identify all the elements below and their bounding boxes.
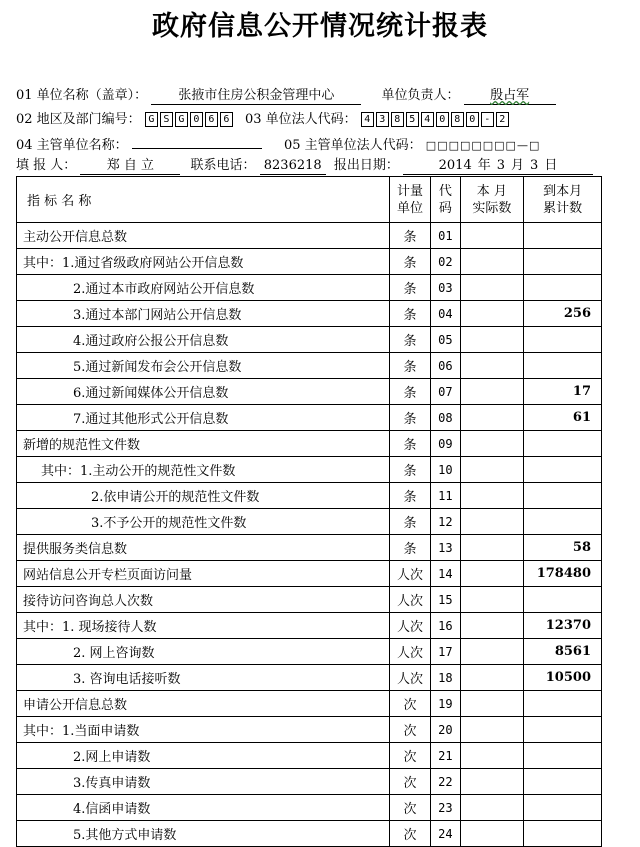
code-box: 2 [496,112,509,127]
table-row [17,691,602,717]
person-value [464,88,556,105]
row-month-value [460,613,524,639]
row-cumulative-value [524,821,602,847]
row-code: 14 [431,561,460,587]
table-row [17,769,602,795]
code-box: 8 [391,112,404,127]
header-cum-line1: 到本月 [543,183,583,199]
row-cumulative-value: 10500 [524,665,602,691]
row-unit: 次 [389,769,430,795]
row-code: 21 [431,743,460,769]
legal-code-boxes [361,112,511,127]
code-box: - [481,112,494,127]
row-name: 7.通过其他形式公开信息数 [17,405,390,431]
region-code-boxes [145,112,235,127]
header-unit-line1: 计量 [397,183,424,199]
table-row [17,639,602,665]
date-value [403,158,593,175]
date-month: 3 [496,158,506,173]
row-code: 24 [431,821,460,847]
row-month-value [460,665,524,691]
row-name: 4.通过政府公报公开信息数 [17,327,390,353]
row-month-value [460,327,524,353]
row-cumulative-value: 17 [524,379,602,405]
row-cumulative-value [524,587,602,613]
row-unit: 条 [389,353,430,379]
row-month-value [460,639,524,665]
row-unit: 条 [389,379,430,405]
row-unit: 条 [389,535,430,561]
row-cumulative-value [524,717,602,743]
row-name: 3.不予公开的规范性文件数 [17,509,390,535]
supervisor-value [132,132,262,149]
row-code: 10 [431,457,460,483]
row-cumulative-value [524,431,602,457]
row-unit: 次 [389,821,430,847]
code-box: 4 [421,112,434,127]
code-box: 0 [190,112,203,127]
page-title: 政府信息公开情况统计报表 [152,11,488,42]
row-month-value [460,379,524,405]
header-name: 指 标 名 称 [17,177,390,223]
code-box: 6 [220,112,233,127]
table-row [17,327,602,353]
code-box: 5 [406,112,419,127]
code-box: 3 [376,112,389,127]
row-code: 16 [431,613,460,639]
row-cumulative-value: 178480 [524,561,602,587]
supervisor-label: 04 主管单位名称： [16,138,128,153]
code-box: 0 [436,112,449,127]
header-month [460,177,524,223]
row-month-value [460,691,524,717]
row-code: 13 [431,535,460,561]
statistics-table [16,176,602,847]
row-cumulative-value [524,223,602,249]
row-name: 接待访问咨询总人次数 [17,587,390,613]
row-month-value [460,353,524,379]
table-row [17,587,602,613]
row-name: 2.网上申请数 [17,743,390,769]
table-row [17,665,602,691]
person-name: 殷占军 [490,88,530,103]
row-name: 5.其他方式申请数 [17,821,390,847]
table-row [17,561,602,587]
row-cumulative-value: 58 [524,535,602,561]
row-unit: 次 [389,717,430,743]
row-unit: 条 [389,249,430,275]
supervisor-code-value: □□□□□□□□—□ [425,139,541,152]
row-month-value [460,561,524,587]
code-box: S [160,112,173,127]
row-name: 3.传真申请数 [17,769,390,795]
row-cumulative-value [524,743,602,769]
phone-label: 联系电话： [190,158,256,173]
row-cumulative-value [524,249,602,275]
header-cumulative [524,177,602,223]
row-name: 2. 网上咨询数 [17,639,390,665]
row-name: 其中：1.通过省级政府网站公开信息数 [17,249,390,275]
row-cumulative-value: 256 [524,301,602,327]
table-row [17,483,602,509]
row-name: 6.通过新闻媒体公开信息数 [17,379,390,405]
row-cumulative-value: 12370 [524,613,602,639]
table-row [17,353,602,379]
table-row [17,821,602,847]
date-day: 3 [530,158,539,173]
row-month-value [460,431,524,457]
table-row [17,795,602,821]
person-label: 单位负责人： [381,88,460,103]
row-code: 03 [431,275,460,301]
row-unit: 人次 [389,561,430,587]
date-year: 2014 [438,158,472,173]
row-unit: 条 [389,327,430,353]
table-row [17,431,602,457]
row-month-value [460,223,524,249]
unit-name-label: 01 单位名称（盖章）： [16,88,148,103]
row-code: 08 [431,405,460,431]
row-name: 5.通过新闻发布会公开信息数 [17,353,390,379]
row-month-value [460,743,524,769]
row-name: 申请公开信息总数 [17,691,390,717]
row-cumulative-value [524,769,602,795]
table-row [17,613,602,639]
row-code: 15 [431,587,460,613]
code-box: 6 [205,112,218,127]
table-row [17,301,602,327]
row-unit: 人次 [389,613,430,639]
row-name: 新增的规范性文件数 [17,431,390,457]
row-month-value [460,587,524,613]
legal-code-label: 03 单位法人代码： [244,112,357,127]
row-cumulative-value: 61 [524,405,602,431]
row-name: 2.通过本市政府网站公开信息数 [17,275,390,301]
row-name: 2.依申请公开的规范性文件数 [17,483,390,509]
row-code: 23 [431,795,460,821]
row-month-value [460,535,524,561]
row-unit: 条 [389,301,430,327]
date-day-unit: 日 [544,158,558,173]
row-code: 12 [431,509,460,535]
row-month-value [460,795,524,821]
row-unit: 人次 [389,665,430,691]
row-code: 05 [431,327,460,353]
row-unit: 人次 [389,587,430,613]
row-code: 18 [431,665,460,691]
row-month-value [460,301,524,327]
code-box: 8 [451,112,464,127]
supervisor-code-label: 05 主管单位法人代码： [283,138,422,153]
row-cumulative-value [524,275,602,301]
date-month-unit: 月 [511,158,525,173]
table-row [17,509,602,535]
row-cumulative-value [524,457,602,483]
table-row [17,275,602,301]
row-code: 06 [431,353,460,379]
row-name: 其中：1.当面申请数 [17,717,390,743]
table-row [17,405,602,431]
date-year-unit: 年 [477,158,491,173]
header-unit [389,177,430,223]
unit-name-value: 张掖市住房公积金管理中心 [151,88,361,105]
table-row [17,457,602,483]
row-cumulative-value [524,509,602,535]
row-unit: 条 [389,483,430,509]
region-label: 02 地区及部门编号： [16,112,141,127]
row-code: 20 [431,717,460,743]
header-month-line1: 本 月 [476,183,507,199]
row-name: 其中：1. 现场接待人数 [17,613,390,639]
row-month-value [460,457,524,483]
row-month-value [460,275,524,301]
row-unit: 条 [389,431,430,457]
row-cumulative-value [524,483,602,509]
row-cumulative-value [524,327,602,353]
header-code [431,177,460,223]
table-header-row [17,177,602,223]
header-cum-line2: 累计数 [543,200,583,216]
row-unit: 次 [389,795,430,821]
filler-value: 郑 自 立 [80,158,180,175]
row-unit: 人次 [389,639,430,665]
code-box: 4 [361,112,374,127]
row-unit: 条 [389,405,430,431]
row-cumulative-value [524,691,602,717]
table-row [17,535,602,561]
row-code: 04 [431,301,460,327]
row-name: 网站信息公开专栏页面访问量 [17,561,390,587]
row-month-value [460,769,524,795]
row-month-value [460,483,524,509]
row-code: 09 [431,431,460,457]
row-unit: 次 [389,743,430,769]
row-month-value [460,509,524,535]
row-name: 4.信函申请数 [17,795,390,821]
table-row [17,743,602,769]
supervisor-row [16,132,540,153]
row-name: 主动公开信息总数 [17,223,390,249]
header-code-line2: 码 [438,200,452,216]
row-unit: 条 [389,223,430,249]
header-month-line2: 实际数 [472,200,512,216]
row-name: 提供服务类信息数 [17,535,390,561]
row-month-value [460,717,524,743]
row-code: 02 [431,249,460,275]
row-unit: 条 [389,509,430,535]
header-code-line1: 代 [438,183,452,199]
code-box: G [145,112,158,127]
filler-row [16,154,593,175]
row-unit: 次 [389,691,430,717]
table-row [17,223,602,249]
date-label: 报出日期： [333,158,399,173]
row-code: 07 [431,379,460,405]
row-cumulative-value [524,795,602,821]
filler-label: 填 报 人： [16,158,77,173]
row-cumulative-value [524,353,602,379]
unit-name-row [16,84,556,105]
row-unit: 条 [389,275,430,301]
row-cumulative-value: 8561 [524,639,602,665]
row-month-value [460,405,524,431]
row-unit: 条 [389,457,430,483]
row-code: 17 [431,639,460,665]
row-code: 19 [431,691,460,717]
row-name: 其中：1.主动公开的规范性文件数 [17,457,390,483]
row-month-value [460,821,524,847]
code-box: 0 [466,112,479,127]
row-code: 11 [431,483,460,509]
row-month-value [460,249,524,275]
phone-value: 8236218 [260,158,326,175]
row-name: 3. 咨询电话接听数 [17,665,390,691]
table-row [17,379,602,405]
code-box: G [175,112,188,127]
header-unit-line2: 单位 [397,200,424,216]
row-code: 22 [431,769,460,795]
code-row [16,108,511,127]
row-name: 3.通过本部门网站公开信息数 [17,301,390,327]
row-code: 01 [431,223,460,249]
table-row [17,717,602,743]
table-row [17,249,602,275]
